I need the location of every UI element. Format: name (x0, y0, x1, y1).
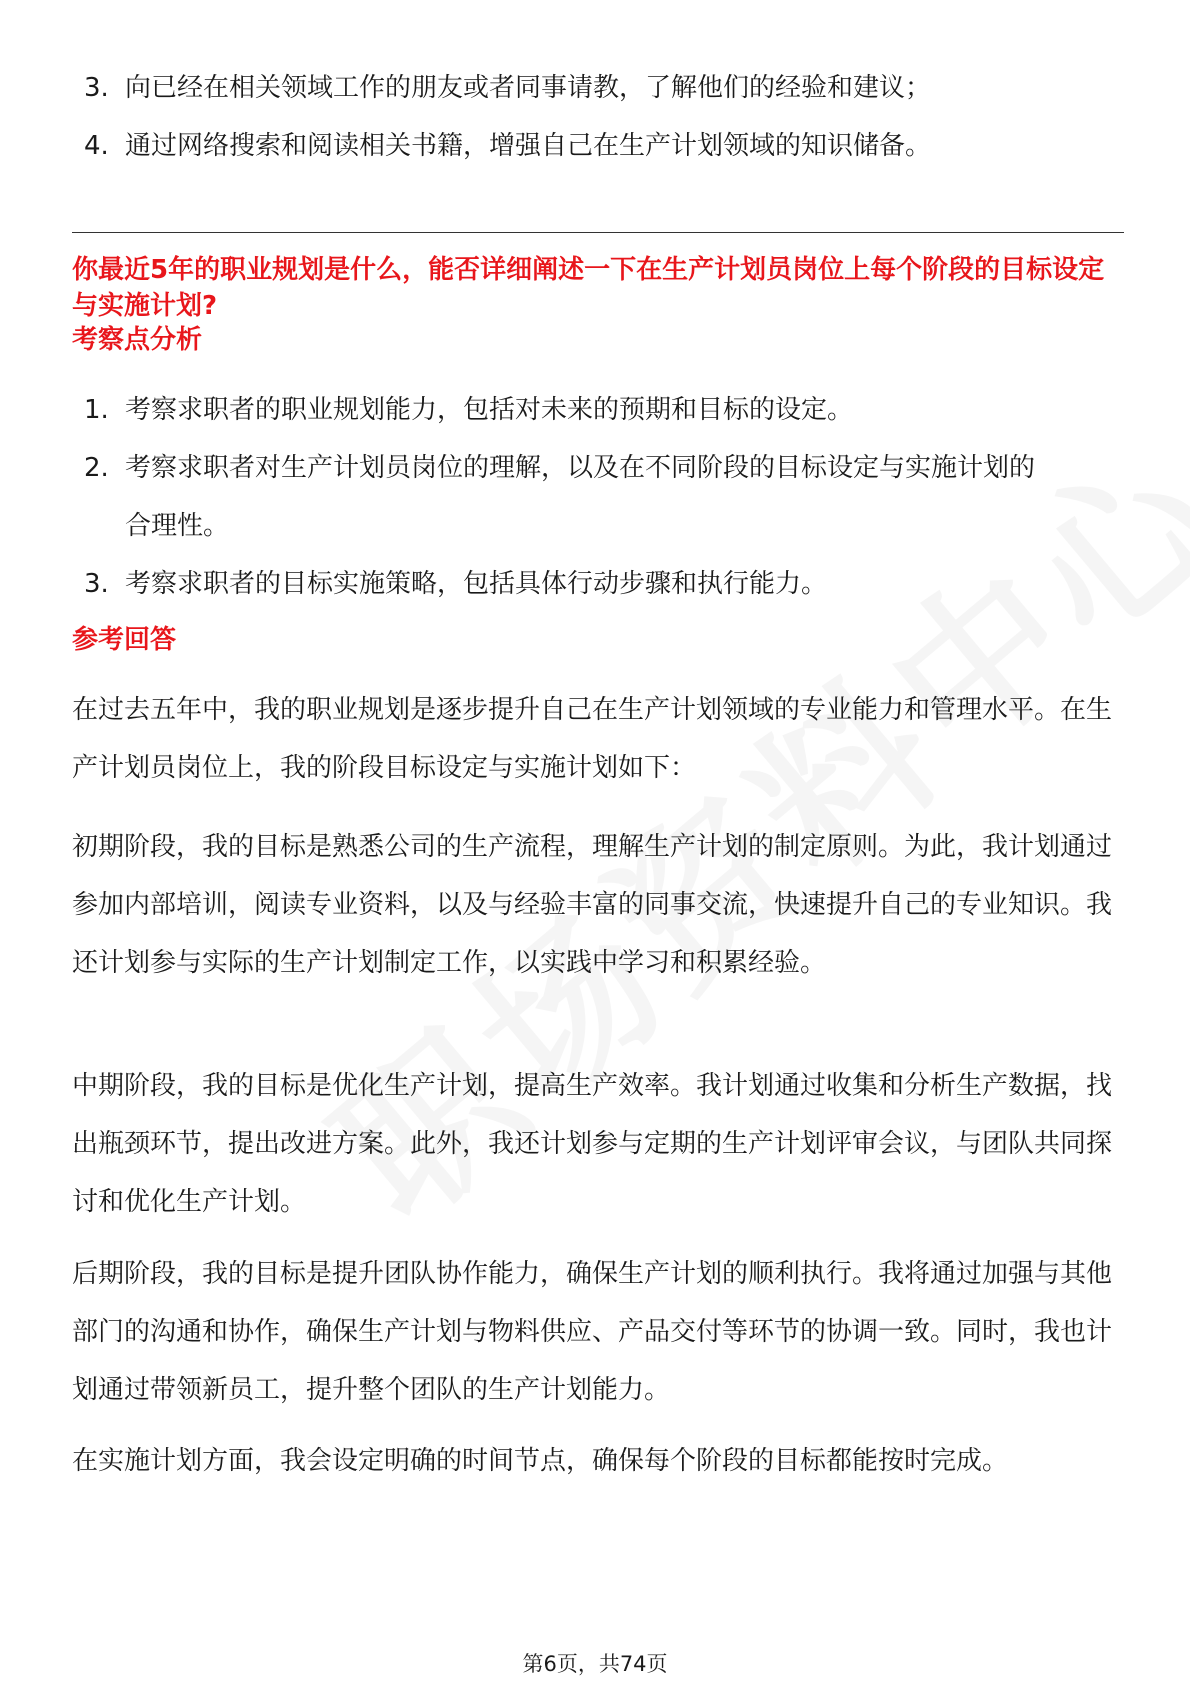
analysis-heading: 考察点分析 (72, 325, 203, 355)
list-number: 1. (84, 395, 109, 425)
list-item (72, 117, 1124, 175)
list-number: 4. (84, 131, 109, 161)
list-number: 3. (84, 569, 109, 599)
section-divider (72, 232, 1124, 233)
list-item (72, 439, 1124, 555)
list-text: 通过网络搜索和阅读相关书籍，增强自己在生产计划领域的知识储备。 (125, 131, 932, 161)
list-number: 3. (84, 73, 109, 103)
answer-paragraph: 在过去五年中，我的职业规划是逐步提升自己在生产计划领域的专业能力和管理水平。在生产计划员岗位上，我的阶段目标设定与实施计划如下： (72, 695, 1113, 783)
list-text: 考察求职者的目标实施策略，包括具体行动步骤和执行能力。 (125, 569, 828, 599)
question-heading: 你最近5年的职业规划是什么，能否详细阐述一下在生产计划员岗位上每个阶段的目标设定与实施计划? (72, 255, 1105, 321)
analysis-list (72, 381, 1124, 613)
answer-heading: 参考回答 (72, 625, 177, 655)
list-item (72, 59, 1124, 117)
list-item (72, 381, 1124, 439)
list-text: 向已经在相关领域工作的朋友或者同事请教，了解他们的经验和建议； (125, 73, 932, 103)
answer-paragraph: 后期阶段，我的目标是提升团队协作能力，确保生产计划的顺利执行。我将通过加强与其他部门的沟通和协作，确保生产计划与物料供应、产品交付等环节的协调一致。同时，我也计划通过带领新员工，提升整个团队的生产计划能力。 (72, 1259, 1113, 1405)
answer-paragraph: 在实施计划方面，我会设定明确的时间节点，确保每个阶段的目标都能按时完成。 (72, 1446, 1009, 1476)
page-footer: 第6页，共74页 (522, 1652, 668, 1676)
list-item (72, 555, 1124, 613)
list-text: 考察求职者对生产计划员岗位的理解，以及在不同阶段的目标设定与实施计划的合理性。 (125, 453, 1036, 541)
list-text: 考察求职者的职业规划能力，包括对未来的预期和目标的设定。 (125, 395, 854, 425)
answer-paragraph: 中期阶段，我的目标是优化生产计划，提高生产效率。我计划通过收集和分析生产数据，找出瓶颈环节，提出改进方案。此外，我还计划参与定期的生产计划评审会议，与团队共同探讨和优化生产计划。 (72, 1071, 1113, 1217)
top-list (72, 59, 1124, 175)
answer-paragraph: 初期阶段，我的目标是熟悉公司的生产流程，理解生产计划的制定原则。为此，我计划通过参加内部培训，阅读专业资料，以及与经验丰富的同事交流，快速提升自己的专业知识。我还计划参与实际的生产计划制定工作，以实践中学习和积累经验。 (72, 832, 1113, 978)
list-number: 2. (84, 453, 109, 483)
